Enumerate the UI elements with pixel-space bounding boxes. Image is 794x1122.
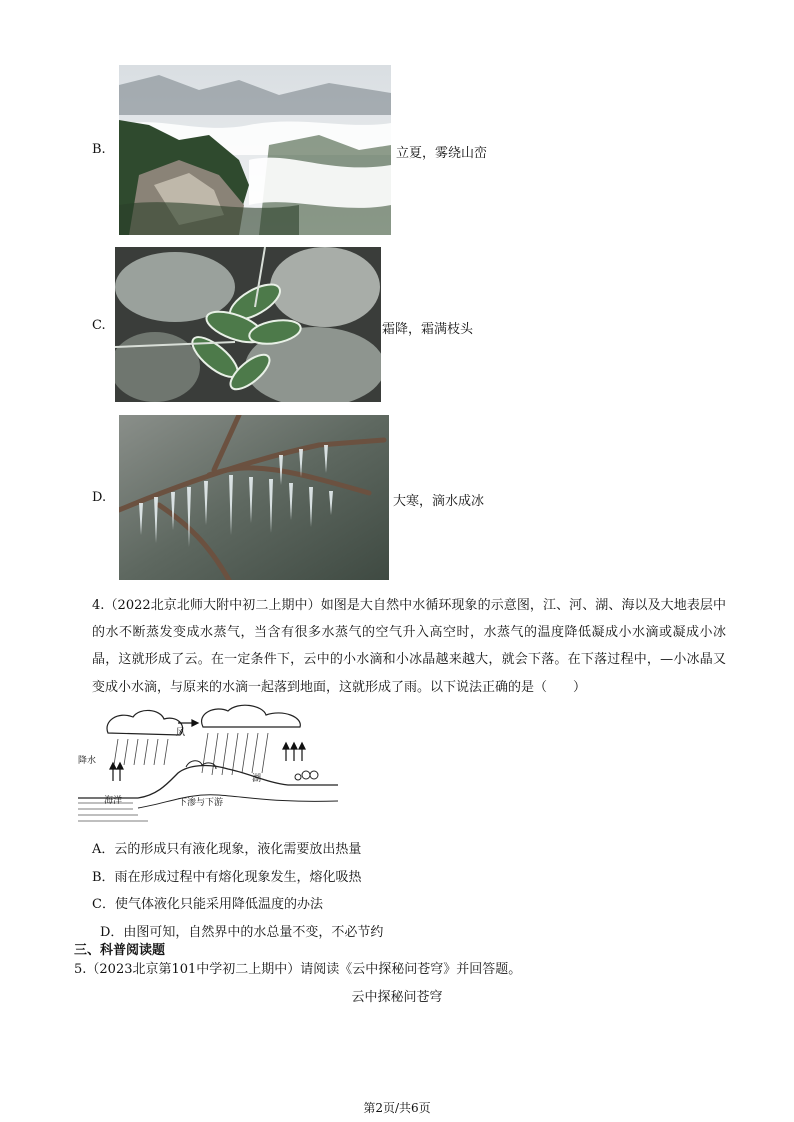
frosted-leaves-photo-icon	[115, 247, 381, 402]
choice-a: A．云的形成只有液化现象，液化需要放出热量	[92, 842, 362, 857]
page-number: 第2页/共6页	[363, 1101, 431, 1115]
diagram-label-sea: 海洋	[104, 796, 123, 806]
question-4-text: 4.（2022北京北师大附中初二上期中）如图是大自然中水循环现象的示意图，江、河、湖、海以及大地表层中的水不断蒸发变成水蒸气，当含有很多水蒸气的空气升入高空时，水蒸气的温度降低凝成小水滴或凝成小冰晶，这就形成了云。在一定条件下，云中的小水滴和小冰晶越来越大，就会下落。在下落过程中，—小冰晶又变成小水滴，与原来的水滴一起落到地面，这就形成了雨。以下说法正确的是（ ）	[92, 598, 726, 695]
icicle-branch-photo-icon	[119, 415, 389, 580]
option-d-caption: 大寒，滴水成冰	[393, 494, 485, 509]
choice-c: C．使气体液化只能采用降低温度的办法	[92, 897, 323, 912]
question-5-text: 5.（2023北京第101中学初二上期中）请阅读《云中探秘问苍穹》并回答题。	[74, 962, 522, 977]
misty-mountain-photo-icon	[119, 65, 391, 235]
diagram-label-wind: 风	[176, 728, 186, 738]
section-heading: 三、科普阅读题	[74, 943, 166, 958]
option-d-letter: D.	[92, 490, 107, 505]
article-title: 云中探秘问苍穹	[351, 990, 443, 1005]
choice-b: B．雨在形成过程中有熔化现象发生，熔化吸热	[92, 870, 362, 885]
diagram-label-lake: 湖	[252, 774, 262, 784]
option-c-caption: 霜降，霜满枝头	[382, 322, 474, 337]
diagram-label-groundwater: 下渗与下游	[178, 798, 224, 808]
option-b-letter: B.	[92, 142, 106, 157]
option-c-letter: C.	[92, 318, 106, 333]
diagram-label-precip: 降水	[78, 756, 97, 766]
option-b-caption: 立夏，雾绕山峦	[396, 146, 488, 161]
water-cycle-diagram	[78, 703, 338, 828]
choice-d: D．由图可知，自然界中的水总量不变，不必节约	[100, 925, 384, 940]
